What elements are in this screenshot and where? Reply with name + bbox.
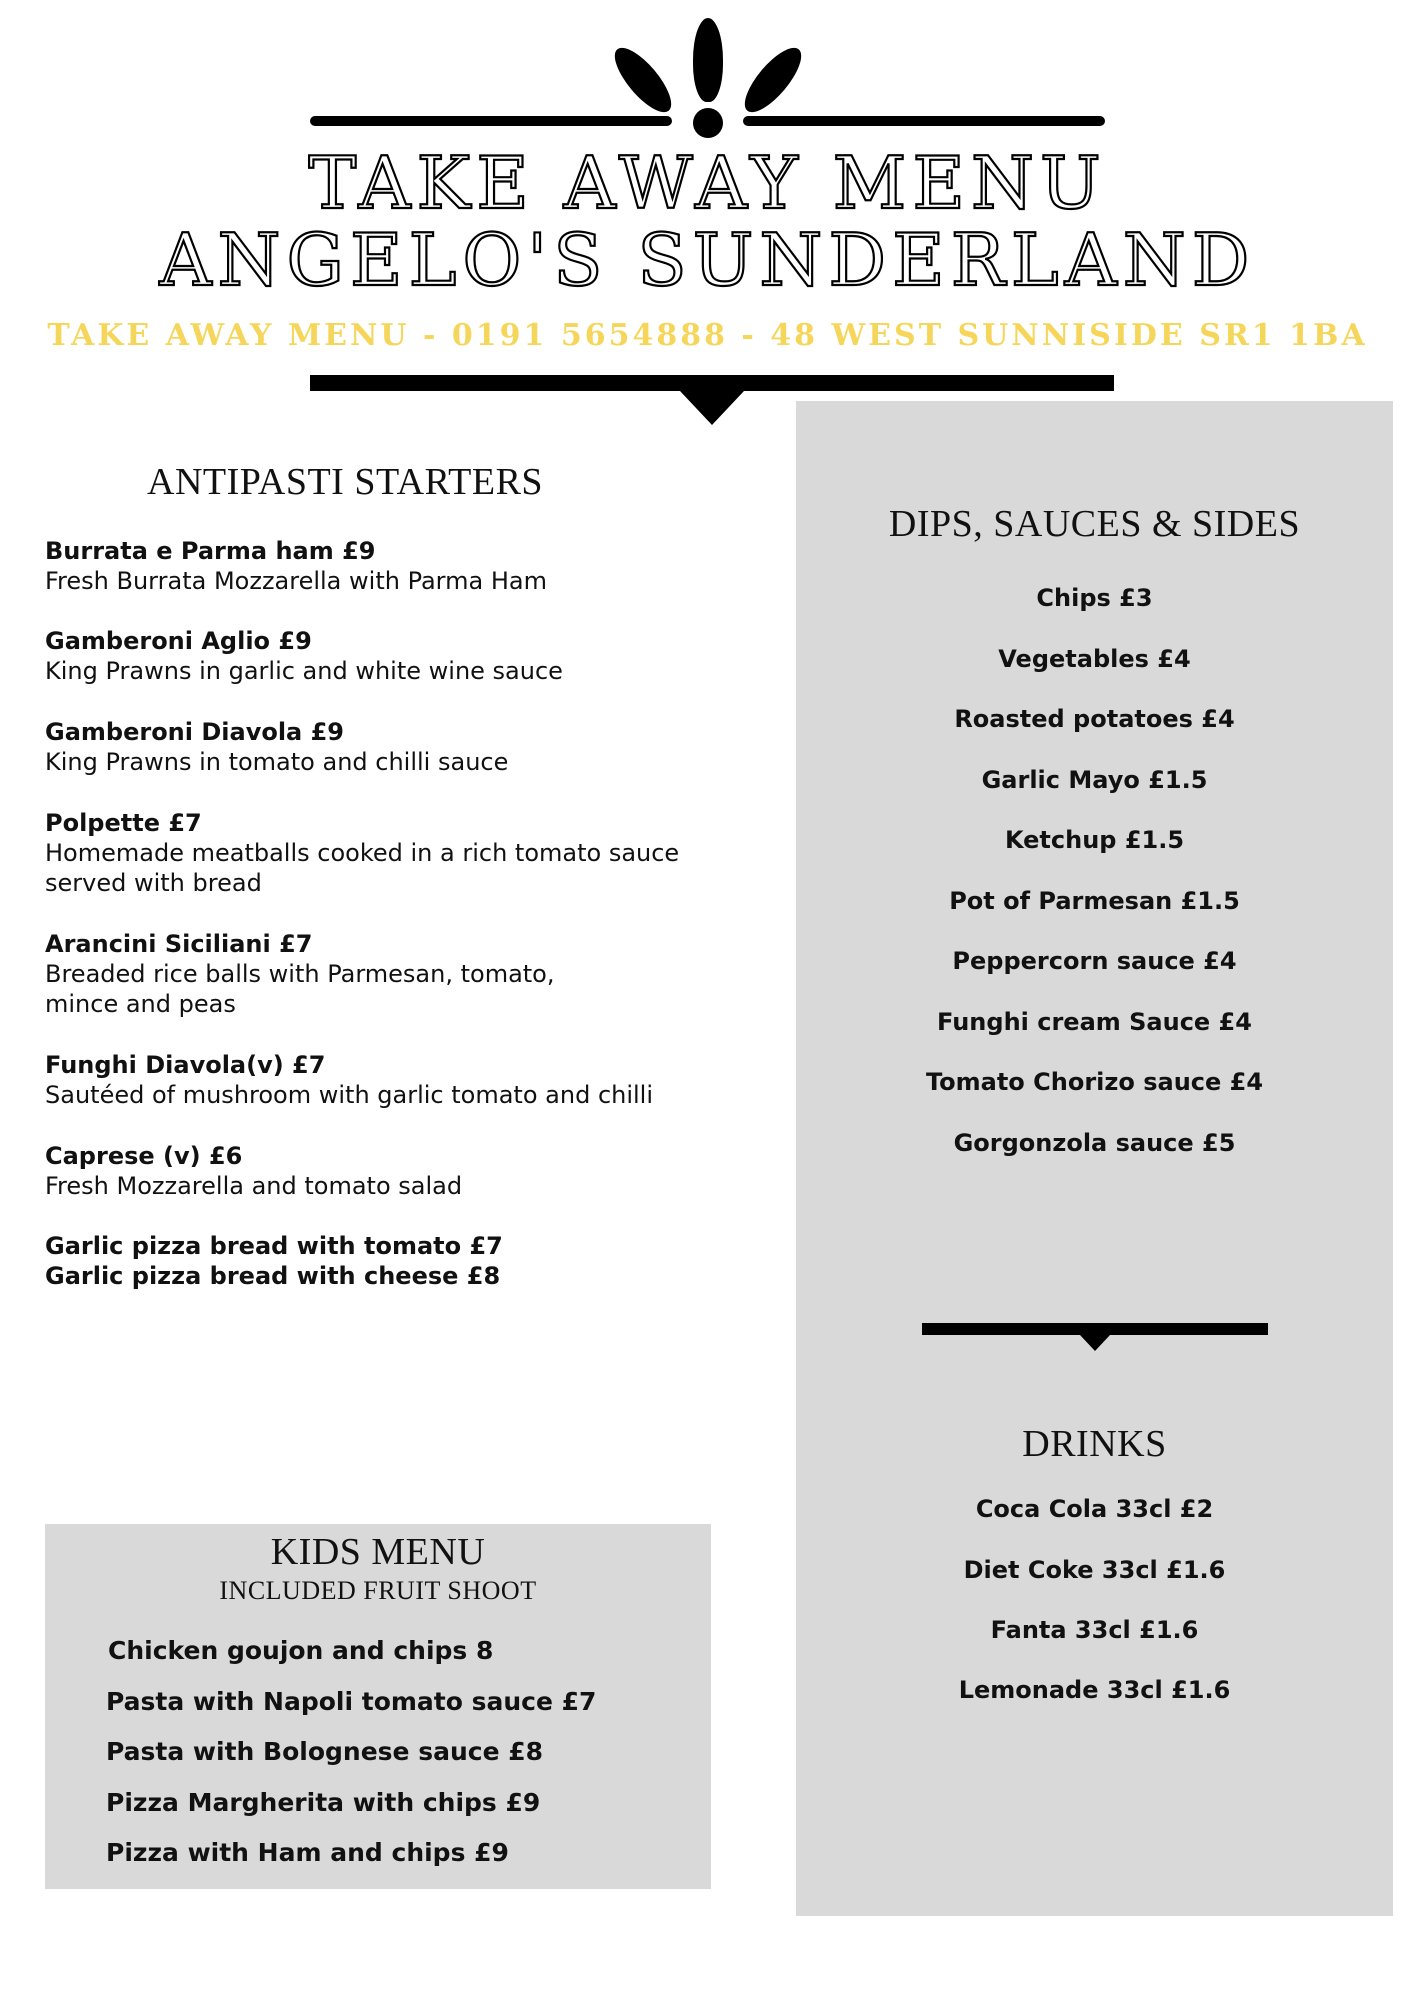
list-item: Roasted potatoes £4 [954, 705, 1235, 733]
header-divider-bar [310, 375, 1114, 391]
list-item: Pizza Margherita with chips £9 [106, 1788, 541, 1817]
ornament-dot [693, 108, 723, 138]
list-item: Chips £3 [1036, 584, 1153, 612]
starters-title: ANTIPASTI STARTERS [147, 461, 544, 503]
ornament-line-right [743, 116, 1105, 126]
list-item: Pizza with Ham and chips £9 [106, 1838, 509, 1867]
sides-divider-arrow [1080, 1335, 1110, 1351]
list-item: Vegetables £4 [998, 645, 1191, 673]
list-item: Coca Cola 33cl £2 [975, 1495, 1214, 1523]
starter-item: Gamberoni Diavola £9 King Prawns in tomato and chilli sauce [45, 718, 509, 776]
contact-line: TAKE AWAY MENU - 0191 5654888 - 48 WEST SUNNISIDE SR1 1BA [47, 318, 1368, 353]
header-divider-arrow [680, 391, 744, 425]
restaurant-name: ANGELO'S SUNDERLAND [159, 218, 1256, 302]
starter-item: Caprese (v) £6 Fresh Mozzarella and tomato salad [45, 1142, 463, 1200]
list-item: Pasta with Napoli tomato sauce £7 [106, 1687, 597, 1716]
list-item: Tomato Chorizo sauce £4 [925, 1068, 1264, 1096]
ornament-line-left [310, 116, 672, 126]
starter-item: Burrata e Parma ham £9 Fresh Burrata Mozzarella with Parma Ham [45, 537, 547, 595]
drinks-title: DRINKS [1022, 1423, 1167, 1465]
ornament-petal-center [693, 18, 723, 102]
list-item: Chicken goujon and chips 8 [108, 1636, 494, 1665]
list-item: Funghi cream Sauce £4 [937, 1008, 1252, 1036]
list-item: Pasta with Bolognese sauce £8 [106, 1737, 544, 1766]
list-item: Peppercorn sauce £4 [952, 947, 1237, 975]
starter-item: Garlic pizza bread with tomato £7 Garlic pizza bread with cheese £8 [45, 1232, 503, 1290]
starter-item: Polpette £7 Homemade meatballs cooked in a rich tomato sauce served with bread [45, 809, 680, 897]
list-item: Fanta 33cl £1.6 [990, 1616, 1199, 1644]
list-item: Ketchup £1.5 [1004, 826, 1185, 854]
list-item: Garlic Mayo £1.5 [981, 766, 1208, 794]
page-title: TAKE AWAY MENU [308, 141, 1107, 225]
drinks-list [796, 1495, 1393, 1704]
kids-subtitle: INCLUDED FRUIT SHOOT [219, 1576, 537, 1605]
starter-item: Arancini Siciliani £7 Breaded rice balls with Parmesan, tomato, mince and peas [45, 930, 555, 1018]
kids-title: KIDS MENU [270, 1531, 486, 1573]
ornament-petal-right [736, 40, 810, 121]
sides-divider-bar [922, 1323, 1268, 1335]
list-item: Pot of Parmesan £1.5 [949, 887, 1240, 915]
list-item: Gorgonzola sauce £5 [953, 1129, 1236, 1157]
ornament-petal-left [606, 40, 680, 121]
starter-item: Funghi Diavola(v) £7 Sautéed of mushroom with garlic tomato and chilli [45, 1051, 654, 1109]
list-item: Diet Coke 33cl £1.6 [963, 1556, 1226, 1584]
sides-title: DIPS, SAUCES & SIDES [888, 503, 1301, 545]
sides-list [796, 584, 1393, 1164]
list-item: Lemonade 33cl £1.6 [958, 1676, 1231, 1704]
starter-item: Gamberoni Aglio £9 King Prawns in garlic and white wine sauce [45, 627, 563, 685]
